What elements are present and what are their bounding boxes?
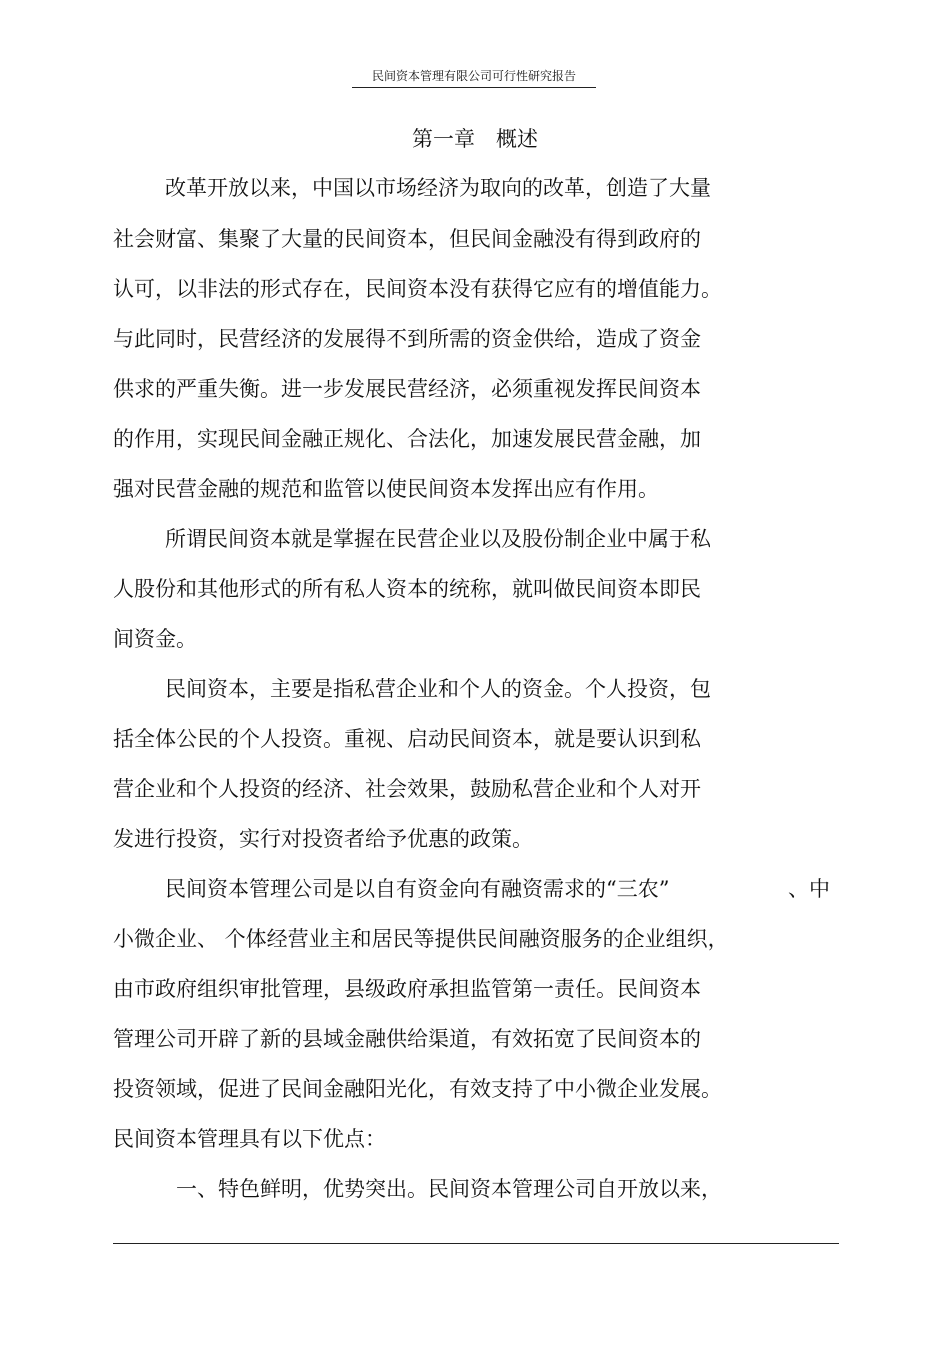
- paragraph-line: 括全体公民的个人投资。重视、启动民间资本，就是要认识到私: [113, 727, 701, 751]
- paragraph-line: 民间资本管理具有以下优点：: [113, 1127, 386, 1151]
- paragraph-line: 投资领域，促进了民间金融阳光化，有效支持了中小微企业发展。: [113, 1077, 722, 1101]
- paragraph-line: 供求的严重失衡。进一步发展民营经济，必须重视发挥民间资本: [113, 377, 701, 401]
- footer-rule: [113, 1243, 839, 1244]
- paragraph-line: 所谓民间资本就是掌握在民营企业以及股份制企业中属于私: [165, 527, 711, 551]
- paragraph-line: 管理公司开辟了新的县域金融供给渠道，有效拓宽了民间资本的: [113, 1027, 701, 1051]
- paragraph-line: 民间资本，主要是指私营企业和个人的资金。个人投资，包: [165, 677, 711, 701]
- paragraph-line: 人股份和其他形式的所有私人资本的统称，就叫做民间资本即民: [113, 577, 701, 601]
- paragraph-line: 发进行投资，实行对投资者给予优惠的政策。: [113, 827, 533, 851]
- paragraph-line: 由市政府组织审批管理，县级政府承担监管第一责任。民间资本: [113, 977, 701, 1001]
- paragraph-line: 社会财富、集聚了大量的民间资本，但民间金融没有得到政府的: [113, 227, 701, 251]
- chapter-heading: 第一章 概述: [412, 127, 538, 151]
- paragraph-line: 营企业和个人投资的经济、社会效果，鼓励私营企业和个人对开: [113, 777, 701, 801]
- paragraph-line: 改革开放以来，中国以市场经济为取向的改革，创造了大量: [165, 176, 711, 200]
- running-header-title: 民间资本管理有限公司可行性研究报告: [371, 69, 576, 83]
- paragraph-line: 间资金。: [113, 627, 197, 651]
- paragraph-line: 强对民营金融的规范和监管以使民间资本发挥出应有作用。: [113, 477, 659, 501]
- paragraph-line: 与此同时，民营经济的发展得不到所需的资金供给，造成了资金: [113, 327, 701, 351]
- paragraph-line: 认可，以非法的形式存在，民间资本没有获得它应有的增值能力。: [113, 277, 722, 301]
- paragraph-line: 一、特色鲜明，优势突出。民间资本管理公司自开放以来，: [176, 1177, 722, 1201]
- paragraph-line-fragment: 、中: [788, 877, 830, 901]
- header-underline: [352, 87, 596, 88]
- paragraph-line: 的作用，实现民间金融正规化、合法化，加速发展民营金融，加: [113, 427, 701, 451]
- paragraph-line: 小微企业、 个体经营业主和居民等提供民间融资服务的企业组织，: [113, 927, 729, 951]
- paragraph-line: 民间资本管理公司是以自有资金向有融资需求的“三农”: [165, 877, 670, 901]
